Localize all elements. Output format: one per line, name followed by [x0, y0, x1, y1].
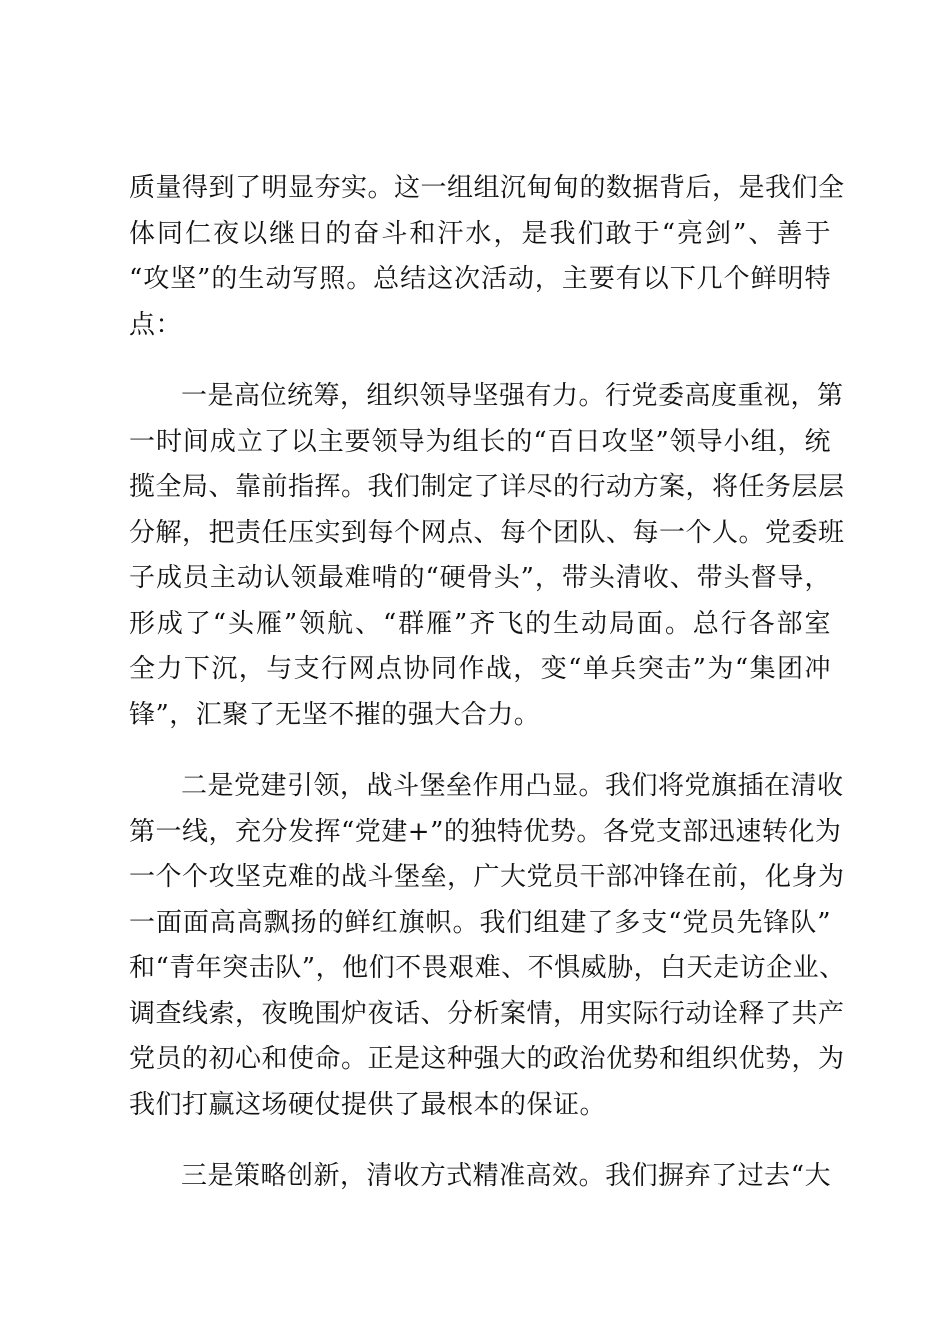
- text-line: 党员的初心和使命。正是这种强大的政治优势和组织优势，为: [129, 1044, 845, 1074]
- text-line: 二是党建引领，战斗堡垒作用凸显。我们将党旗插在清收: [181, 771, 844, 801]
- text-line: 质量得到了明显夯实。这一组组沉甸甸的数据背后，是我们全: [129, 173, 845, 203]
- text-line: 第一线，充分发挥“党建+”的独特优势。各党支部迅速转化为: [129, 816, 842, 847]
- text-line: 揽全局、靠前指挥。我们制定了详尽的行动方案，将任务层层: [129, 472, 845, 502]
- text-line: 体同仁夜以继日的奋斗和汗水，是我们敢于“亮剑”、善于: [129, 218, 831, 249]
- text-line: 一个个攻坚克难的战斗堡垒，广大党员干部冲锋在前，化身为: [129, 862, 845, 892]
- text-line: 形成了“头雁”领航、“群雁”齐飞的生动局面。总行各部室: [129, 608, 831, 639]
- text-line: 分解，把责任压实到每个网点、每个团队、每一个人。党委班: [129, 517, 845, 548]
- paragraph-point-three: [129, 1154, 831, 1200]
- text-line: 调查线索，夜晚围炉夜话、分析案情，用实际行动诠释了共产: [129, 998, 845, 1029]
- text-line: 全力下沉，与支行网点协同作战，变“单兵突击”为“集团冲: [129, 654, 831, 684]
- text-line: 点：: [129, 309, 183, 340]
- text-line: 一面面高高飘扬的鲜红旗帜。我们组建了多支“党员先锋队”: [129, 907, 831, 938]
- paragraph-point-two: [129, 764, 846, 1128]
- text-line: 一是高位统筹，组织领导坚强有力。行党委高度重视，第: [181, 381, 844, 411]
- text-line: 三是策略创新，清收方式精准高效。我们摒弃了过去“大: [181, 1161, 831, 1191]
- paragraph-point-one: [129, 374, 845, 738]
- text-line: 和“青年突击队”，他们不畏艰难、不惧威胁，白天走访企业、: [129, 953, 846, 983]
- paragraph-intro: [129, 166, 845, 348]
- text-line: 锋”，汇聚了无坚不摧的强大合力。: [129, 699, 541, 730]
- text-line: “攻坚”的生动写照。总结这次活动，主要有以下几个鲜明特: [129, 264, 831, 294]
- text-line: 我们打赢这场硬仗提供了最根本的保证。: [129, 1089, 607, 1120]
- text-line: 子成员主动认领最难啃的“硬骨头”，带头清收、带头督导，: [129, 563, 831, 593]
- text-line: 一时间成立了以主要领导为组长的“百日攻坚”领导小组，统: [129, 426, 831, 457]
- body-text: [129, 166, 846, 1226]
